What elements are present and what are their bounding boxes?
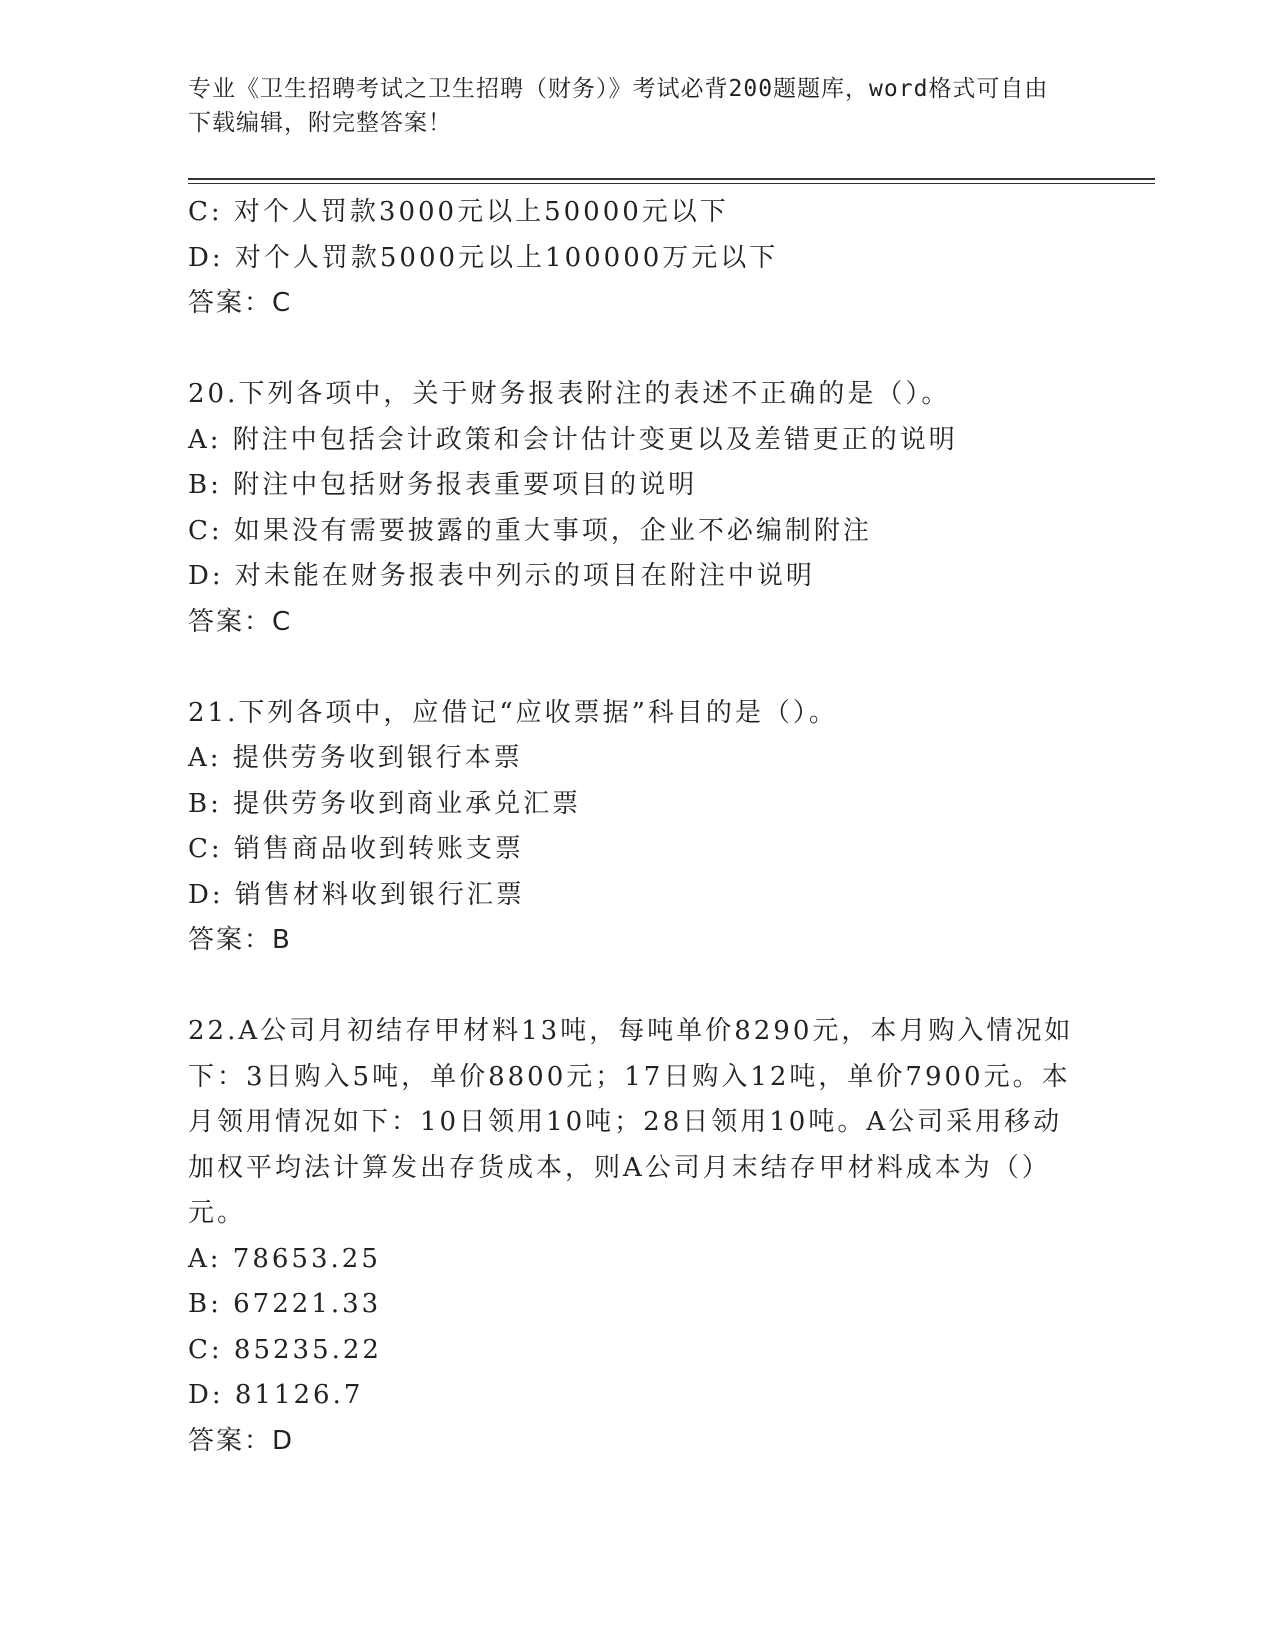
header-rule-thin [188, 183, 1155, 184]
header-title: 专业《卫生招聘考试之卫生招聘（财务）》考试必背200题题库，word格式可自由下载编辑，附完整答案！ [188, 76, 1049, 136]
option-c: C: 对个人罚款3000元以上50000元以下 [188, 197, 729, 227]
option-d: D: 销售材料收到银行汇票 [188, 879, 525, 910]
option-a: A: 78653.25 [188, 1243, 381, 1274]
answer: 答案：B [188, 925, 292, 955]
option-b: B: 提供劳务收到商业承兑汇票 [188, 788, 582, 819]
answer: 答案：D [188, 1425, 295, 1456]
question-20 [188, 372, 1088, 645]
option-a: A: 提供劳务收到银行本票 [188, 743, 523, 773]
spacer [188, 964, 1088, 1010]
option-a: A: 附注中包括会计政策和会计估计变更以及差错更正的说明 [188, 424, 958, 455]
option-d: D: 81126.7 [188, 1380, 364, 1410]
question-stem: 21.下列各项中，应借记“应收票据”科目的是（）。 [188, 697, 838, 728]
option-b: B: 附注中包括财务报表重要项目的说明 [188, 470, 698, 500]
option-d: D: 对未能在财务报表中列示的项目在附注中说明 [188, 561, 815, 591]
answer: 答案：C [188, 288, 293, 318]
option-d: D: 对个人罚款5000元以上100000万元以下 [188, 242, 779, 273]
question-19-continuation [188, 190, 1088, 327]
question-stem: 20.下列各项中，关于财务报表附注的表述不正确的是（）。 [188, 379, 951, 409]
question-21 [188, 691, 1088, 964]
option-c: C: 如果没有需要披露的重大事项，企业不必编制附注 [188, 515, 872, 546]
option-b: B: 67221.33 [188, 1289, 382, 1319]
answer: 答案：C [188, 606, 293, 637]
spacer [188, 645, 1088, 691]
question-list [188, 190, 1088, 1464]
option-c: C: 85235.22 [188, 1334, 382, 1365]
spacer [188, 327, 1088, 373]
header-rule-thick [188, 178, 1155, 180]
question-stem: 22.A公司月初结存甲材料13吨，每吨单价8290元，本月购入情况如下：3日购入5吨，单价8800元；17日购入12吨，单价7900元。本月领用情况如下：10日领用10吨；28日领用10吨。A公司采用移动加权平均法计算发出存货成本，则A公司月末结存甲材料成本为（）元。 [188, 1016, 1074, 1228]
option-c: C: 销售商品收到转账支票 [188, 834, 524, 864]
document-header [188, 72, 1068, 140]
question-22 [188, 1009, 1088, 1464]
